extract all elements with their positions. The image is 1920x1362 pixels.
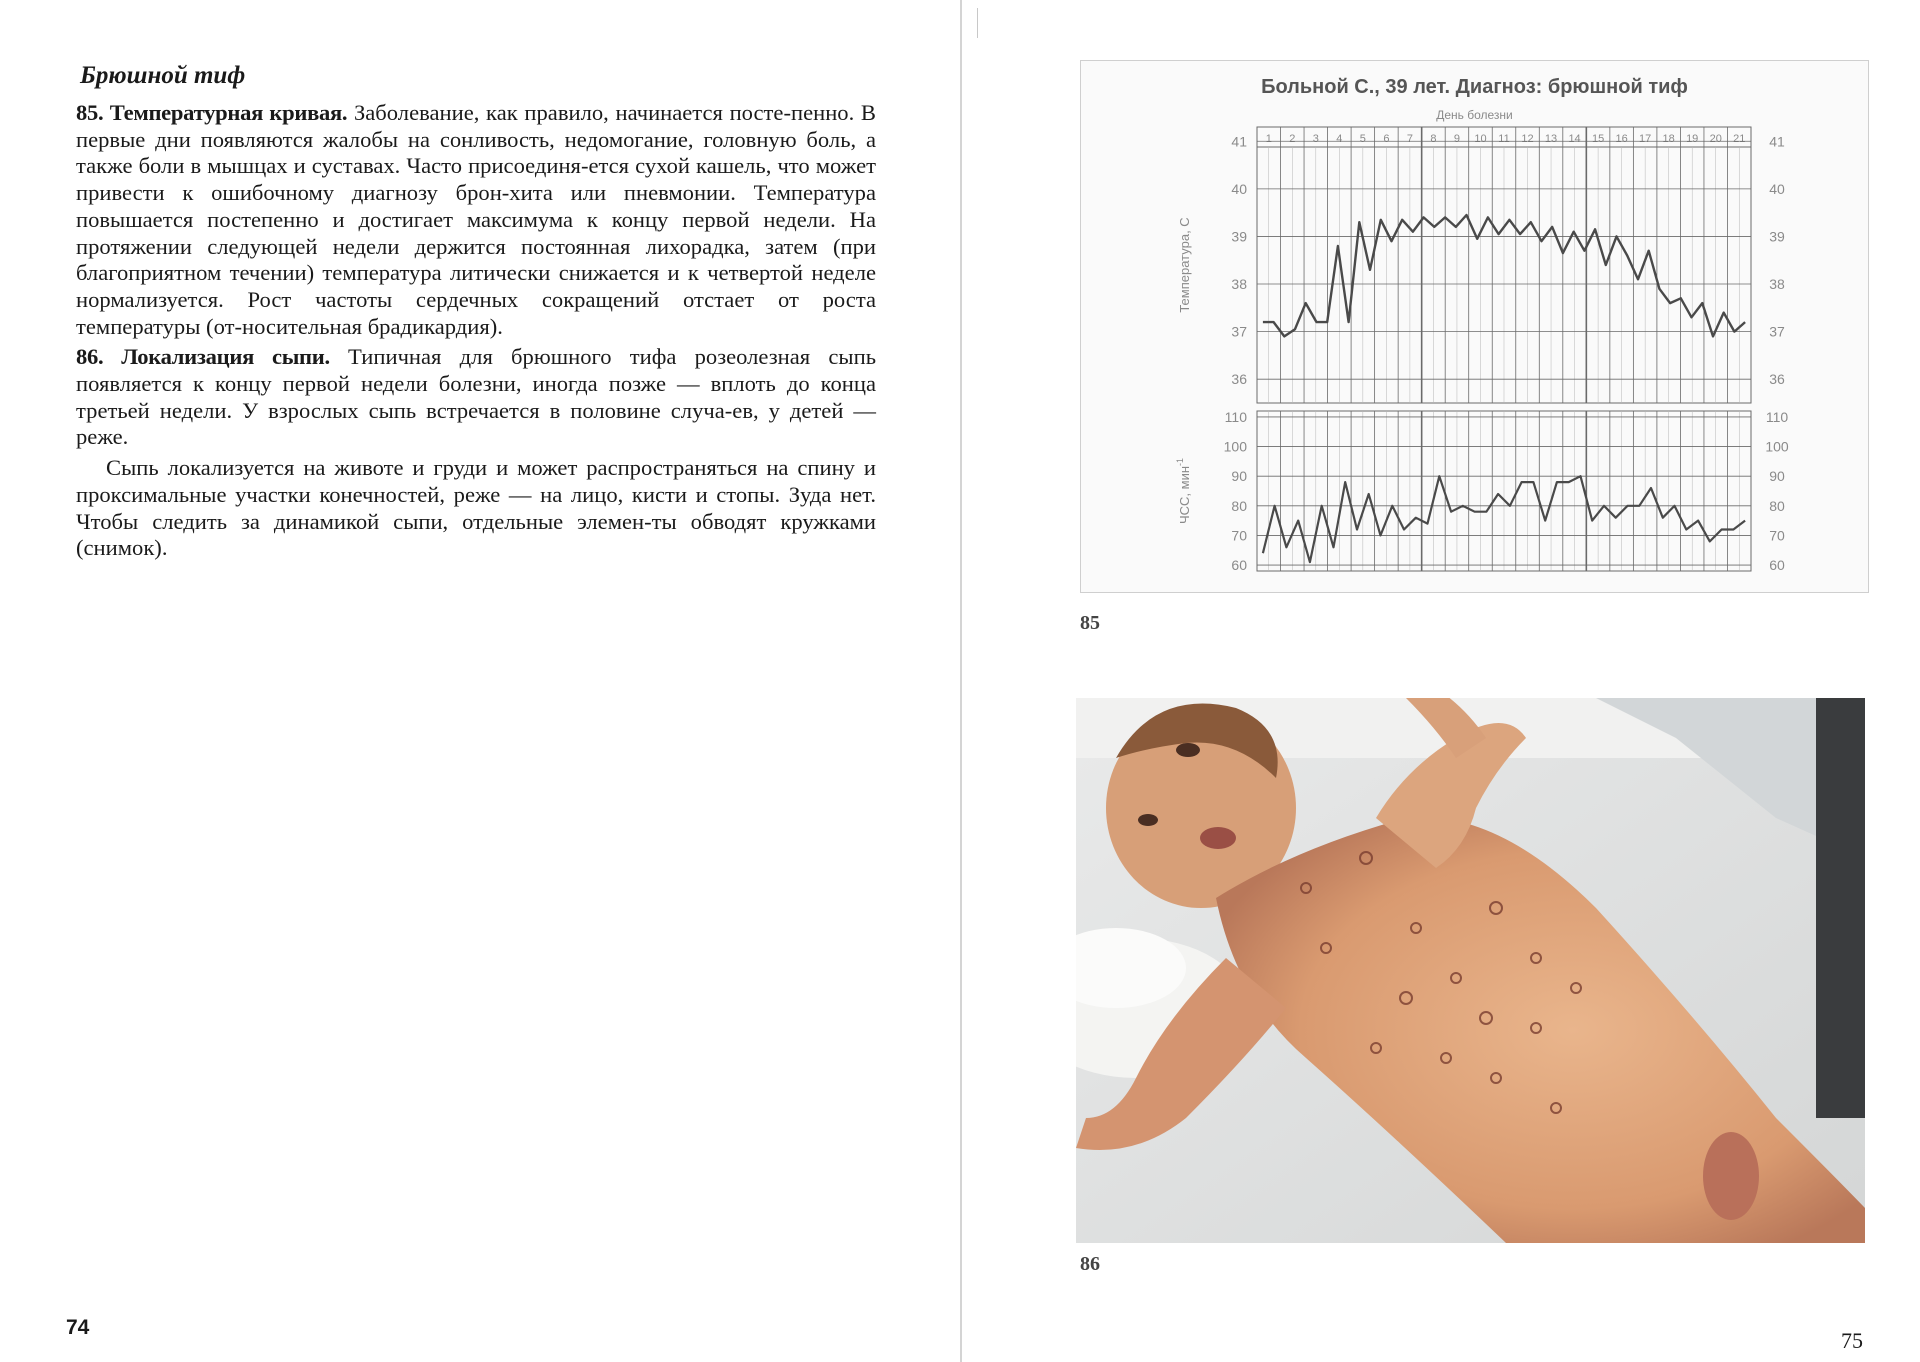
heart-rate-tick-left: 80 <box>1231 497 1247 514</box>
day-tick-label: 6 <box>1383 133 1390 145</box>
paragraph-85-text: Заболевание, как правило, начинается посте-пенно. В первые дни появляются жалобы на сонливость, недомогание, головную боль, а также боли в мышцах и суставах. Часто присоединя-ется сухой кашель, что может привести к ошибочному диагнозу брон-хита или пневмонии. Температура повышается постепенно и достигает максимума к концу первой недели. На протяжении следующей недели держится постоянная лихорадка, затем (при благоприятном течении) температура литически снижается и к четвертой неделе нормализуется. Рост частоты сердечных сокращений отстает от роста температуры (от-носительная брадикардия). <box>76 100 876 339</box>
temperature-tick-right: 41 <box>1769 133 1785 150</box>
heart-rate-axis-label: ЧСС, мин$^{-1}$ <box>1175 457 1192 525</box>
book-spine <box>960 0 962 1362</box>
day-tick-label: 15 <box>1591 133 1605 145</box>
heart-rate-tick-right: 110 <box>1765 408 1789 425</box>
temperature-tick-right: 40 <box>1769 180 1785 197</box>
day-tick-label: 18 <box>1662 133 1675 145</box>
day-tick-label: 20 <box>1709 133 1722 145</box>
heart-rate-tick-left: 100 <box>1223 438 1247 455</box>
day-tick-label: 19 <box>1686 133 1699 145</box>
paragraph-rash-text: Сыпь локализуется на животе и груди и может распространяться на спину и проксимальные участки конечностей, реже — на лицо, кисти и стопы. Зуда нет. Чтобы следить за динамикой сыпи, отдельные элемен-ты обводят кружками (снимок). <box>76 455 876 561</box>
heart-rate-tick-right: 60 <box>1769 557 1785 574</box>
day-tick-label: 13 <box>1544 133 1558 145</box>
heart-rate-tick-right: 80 <box>1769 497 1785 514</box>
day-tick-label: 14 <box>1568 133 1581 145</box>
heart-rate-tick-right: 90 <box>1769 468 1785 485</box>
day-tick-label: 3 <box>1312 133 1319 145</box>
day-tick-label: 10 <box>1474 133 1487 145</box>
paragraph-rash <box>76 455 876 562</box>
day-tick-label: 9 <box>1453 133 1461 145</box>
heart-rate-axis-label-sup: -1 <box>1175 457 1185 466</box>
paragraph-86-lead: 86. Локализация сыпи. <box>76 344 330 370</box>
child-rash-photo <box>1076 698 1865 1243</box>
temperature-tick-left: 36 <box>1231 371 1247 388</box>
temperature-tick-left: 38 <box>1231 276 1247 293</box>
day-tick-label: 21 <box>1733 133 1746 145</box>
section-title: Брюшной тиф <box>80 62 246 89</box>
day-tick-label: 8 <box>1430 133 1437 145</box>
temperature-tick-right: 36 <box>1769 371 1785 388</box>
figure-85-label: 85 <box>1080 612 1100 634</box>
heart-rate-tick-left: 60 <box>1231 557 1247 574</box>
temperature-tick-right: 37 <box>1769 323 1785 340</box>
temperature-tick-right: 39 <box>1769 228 1785 245</box>
day-tick-label: 1 <box>1265 133 1272 145</box>
day-tick-label: 12 <box>1521 133 1534 145</box>
heart-rate-tick-right: 100 <box>1765 438 1789 455</box>
heart-rate-tick-left: 110 <box>1224 408 1247 425</box>
temperature-tick-left: 40 <box>1231 180 1247 197</box>
day-tick-label: 5 <box>1359 133 1366 145</box>
day-tick-label: 11 <box>1498 133 1510 145</box>
paragraph-86-text: Типичная для брюшного тифа розеолезная сыпь появляется к концу первой недели болезни, иногда позже — вплоть до конца третьей недели. У взрослых сыпь встречается в половине случа-ев, у детей — реже. <box>76 344 876 450</box>
heart-rate-tick-left: 70 <box>1231 527 1247 544</box>
spine-mark <box>977 8 978 38</box>
day-tick-label: 17 <box>1639 133 1652 145</box>
x-axis-label: День болезни <box>1436 108 1513 122</box>
paragraph-85-lead: 85. Температурная кривая. <box>76 100 348 125</box>
page-number-left: 74 <box>66 1316 90 1339</box>
paragraph-85 <box>76 100 876 340</box>
body-text <box>76 100 876 562</box>
temperature-tick-left: 41 <box>1231 133 1247 150</box>
chart-svg <box>1081 61 1868 592</box>
day-tick-label: 4 <box>1336 133 1343 145</box>
temperature-axis-label: Температура, С <box>1177 217 1192 313</box>
temperature-tick-left: 37 <box>1231 323 1247 340</box>
chart-title: Больной С., 39 лет. Диагноз: брюшной тиф <box>1261 76 1688 98</box>
heart-rate-tick-left: 90 <box>1231 468 1247 485</box>
temperature-tick-left: 39 <box>1231 228 1247 245</box>
figure-86-label: 86 <box>1080 1253 1100 1275</box>
temperature-tick-right: 38 <box>1769 276 1785 293</box>
day-tick-label: 2 <box>1289 133 1296 145</box>
page-number-right: 75 <box>1841 1328 1863 1353</box>
temperature-chart <box>1080 60 1869 593</box>
paragraph-86 <box>76 344 876 451</box>
day-tick-label: 7 <box>1406 133 1413 145</box>
day-tick-label: 16 <box>1615 133 1628 145</box>
heart-rate-tick-right: 70 <box>1769 527 1785 544</box>
